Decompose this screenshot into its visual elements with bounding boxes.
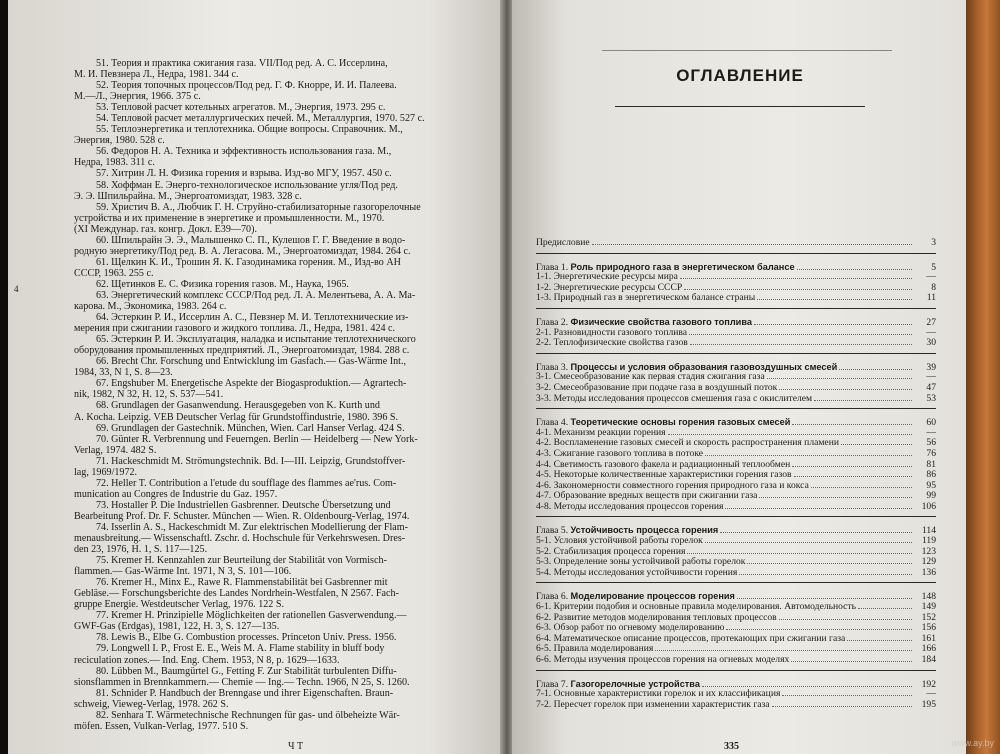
- reference-line: 79. Longwell I. P., Frost E. E., Weis M. A. Flame stability in bluff body: [96, 643, 385, 655]
- reference-entry: [74, 643, 484, 665]
- toc-page-number: 114: [921, 525, 936, 537]
- reference-line: A. Kocha. Leipzig. VEB Deutscher Verlag für Grundstoffindustrie, 1980. 396 S.: [74, 411, 399, 423]
- toc-chapter-name: Устойчивость процесса горения: [570, 525, 719, 536]
- toc-chapter-label: Глава 2.: [536, 316, 569, 328]
- toc-leader-dots: [726, 629, 912, 630]
- toc-page-number: 81: [926, 458, 936, 470]
- reference-entry: [74, 688, 484, 710]
- toc-entry: [536, 238, 936, 249]
- toc-page-number: 5: [931, 261, 936, 273]
- toc-page-number: 148: [921, 591, 936, 603]
- toc-entry-title: 7-2. Пересчет горелок при изменении характеристик газа: [536, 698, 770, 710]
- toc-leader-dots: [690, 344, 912, 345]
- toc-entry: [536, 700, 936, 711]
- reference-line: 69. Grundlagen der Gastechnik. München, Wien. Carl Hanser Verlag. 424 S.: [96, 422, 405, 434]
- toc-leader-dots: [684, 289, 912, 290]
- reference-line: 70. Günter R. Verbrennung und Feuerngen. Berlin — Heidelberg — New York-: [96, 433, 418, 445]
- toc-leader-dots: [759, 497, 912, 498]
- book-cover-edge: [951, 0, 1000, 754]
- toc-entry: [536, 655, 936, 666]
- toc-leader-dots: [725, 508, 912, 509]
- reference-entry: [74, 102, 484, 113]
- toc-page-number: 136: [921, 566, 936, 578]
- reference-line: 63. Энергетический комплекс СССР/Под ред. Л. А. Мелентьева, А. А. Ма-: [96, 289, 416, 301]
- reference-line: lag, 1969/1972.: [74, 466, 138, 478]
- watermark: www.ay.by: [951, 738, 994, 748]
- reference-entry: [74, 555, 484, 577]
- toc-entry-title: 6-5. Правила моделирования: [536, 643, 654, 655]
- toc-page-number: —: [926, 688, 936, 700]
- reference-entry: [74, 202, 484, 235]
- toc-chapter-label: Глава 6.: [536, 591, 569, 603]
- toc-page-number: 195: [921, 698, 936, 710]
- reference-line: 62. Щетинков Е. С. Физика горения газов. М., Наука, 1965.: [96, 278, 349, 290]
- reference-line: 54. Тепловой расчет металлургических печей. М., Металлургия, 1970. 527 с.: [96, 113, 425, 125]
- toc-chapter-label: Глава 3.: [536, 361, 569, 373]
- toc-entry: [536, 338, 936, 349]
- toc-page-number: 129: [921, 556, 936, 568]
- reference-entry: [74, 400, 484, 422]
- toc-chapter-name: Роль природного газа в энергетическом балансе: [570, 261, 795, 272]
- reference-line: Bearbeitung Prof. Dr. F. Schuster. München — Wien. R. Oldenbourg-Verlag, 1974.: [74, 510, 410, 522]
- toc-page-number: 53: [926, 392, 936, 404]
- toc-leader-dots: [668, 434, 912, 435]
- reference-line: 1984, 33, N 1, S. 8—23.: [74, 367, 173, 379]
- reference-entry: [74, 290, 484, 312]
- toc-leader-dots: [797, 269, 912, 270]
- toc-leader-dots: [702, 686, 912, 687]
- reference-line: мерения при сжигании газового и жидкого топлива. Л., Недра, 1981. 424 с.: [74, 323, 396, 335]
- reference-line: 76. Kremer H., Minx E., Rawe R. Flammenstabilität bei Gasbrenner mit: [96, 577, 388, 589]
- toc-entry-title: 3-2. Смесеобразование при подаче газа в воздушный поток: [536, 381, 778, 393]
- toc-page-number: 95: [926, 479, 936, 491]
- toc-entry-title: 5-1. Условия устойчивой работы горелок: [536, 535, 703, 547]
- toc-leader-dots: [737, 598, 912, 599]
- reference-line: nik, 1982, N 32, H. 12, S. 537—541.: [74, 389, 224, 401]
- toc-chapter-name: Газогорелочные устройства: [570, 678, 700, 689]
- reference-line: Недра, 1983. 311 с.: [74, 157, 155, 169]
- toc-leader-dots: [791, 661, 912, 662]
- reference-line: Gebläse.— Forschungsberichte des Landes Nordrhein-Westfalen, N 2567. Fach-: [74, 588, 399, 600]
- toc-entry: [536, 394, 936, 405]
- reference-line: Энергия, 1980. 528 с.: [74, 135, 165, 147]
- reference-line: 57. Хитрин Л. Н. Физика горения и взрыва. Изд-во МГУ, 1957. 450 с.: [96, 168, 392, 180]
- toc-entry-title: 7-1. Основные характеристики горелок и их классификация: [536, 688, 781, 700]
- reference-line: устройства и их применение в энергетике и промышленности. М., 1970.: [74, 212, 385, 224]
- table-of-contents: [536, 238, 936, 710]
- toc-page-number: 166: [921, 643, 936, 655]
- toc-page-number: 11: [926, 292, 936, 304]
- toc-entry-title: 4-4. Светимость газового факела и радиационный теплообмен: [536, 458, 791, 470]
- toc-page-number: 27: [926, 316, 936, 328]
- reference-entry: [74, 235, 484, 257]
- toc-page-number: 3: [931, 237, 936, 248]
- reference-line: 78. Lewis B., Elbe G. Combustion processes. Princeton Univ. Press. 1956.: [96, 632, 397, 644]
- reference-line: 52. Теория топочных процессов/Под ред. Г. Ф. Кнорре, И. И. Палеева.: [96, 80, 397, 92]
- toc-chapter-label: Глава 1.: [536, 261, 569, 273]
- toc-leader-dots: [839, 369, 912, 370]
- reference-line: 64. Эстеркин Р. И., Иссерлин А. С., Певзнер М. И. Теплотехнические из-: [96, 312, 409, 324]
- reference-line: 80. Lübben M., Baumgürtel G., Fetting F. Zur Stabilität turbulenten Diffu-: [96, 665, 397, 677]
- toc-page-number: 161: [921, 632, 936, 644]
- toc-entry-title: 5-4. Методы исследования устойчивости горения: [536, 566, 738, 578]
- toc-leader-dots: [782, 695, 912, 696]
- top-rule: [602, 50, 892, 51]
- toc-entry-title: 4-2. Воспламенение газовых смесей и скорость распространения пламени: [536, 437, 839, 449]
- toc-entry-title: 3-3. Методы исследования процессов смешения газа с окислителем: [536, 392, 813, 404]
- reference-entry: [74, 710, 484, 732]
- chapter-separator: [536, 582, 936, 583]
- reference-line: sionsflammen in Brennkammern.— Chemie — Ing.— Techn. 1966, N 25, S. 1260.: [74, 676, 410, 688]
- toc-page-number: 47: [926, 381, 936, 393]
- toc-entry-title: 6-1. Критерии подобия и основные правила моделирования. Автомодельность: [536, 601, 856, 613]
- toc-leader-dots: [720, 532, 912, 533]
- reference-entry: [74, 356, 484, 378]
- page-number: 335: [724, 741, 739, 752]
- toc-chapter-name: Процессы и условия образования газовоздушных смесей: [570, 361, 838, 372]
- toc-entry-title: 4-1. Механизм реакции горения: [536, 426, 666, 438]
- reference-line: (XI Междунар. газ. конгр. Докл. Е39—70).: [74, 223, 257, 235]
- toc-page-number: 60: [926, 417, 936, 429]
- reference-entry: [74, 500, 484, 522]
- reference-entry: [74, 577, 484, 610]
- toc-chapter-label: Глава 7.: [536, 678, 569, 690]
- toc-page-number: 86: [926, 469, 936, 481]
- toc-page-number: 184: [921, 654, 936, 665]
- left-page-references: [8, 0, 502, 754]
- toc-leader-dots: [841, 444, 912, 445]
- toc-leader-dots: [592, 244, 912, 245]
- toc-entry: [536, 293, 936, 304]
- reference-entry: [74, 666, 484, 688]
- reference-line: 56. Федоров Н. А. Техника и эффективность использования газа. М.,: [96, 146, 392, 158]
- toc-leader-dots: [687, 553, 912, 554]
- reference-line: möfen. Essen, Vulkan-Verlag, 1977. 510 S.: [74, 720, 249, 732]
- toc-entry-title: 1-2. Энергетические ресурсы СССР: [536, 281, 683, 293]
- reference-entry: [74, 334, 484, 356]
- toc-chapter-label: Глава 5.: [536, 525, 569, 537]
- reference-entry: [74, 124, 484, 146]
- reference-line: den 23, 1976, H. 1, S. 117—125.: [74, 544, 208, 556]
- reference-entry: [74, 478, 484, 500]
- toc-page-number: 39: [926, 361, 936, 373]
- reference-entry: [74, 423, 484, 434]
- reference-entry: [74, 434, 484, 456]
- reference-line: 67. Engshuber M. Energetische Aspekte der Biogasproduktion.— Agrartech-: [96, 378, 407, 390]
- toc-leader-dots: [858, 608, 912, 609]
- reference-entry: [74, 180, 484, 202]
- reference-line: М.—Л., Энергия, 1966. 375 с.: [74, 91, 201, 103]
- reference-line: 68. Grundlagen der Gasanwendung. Herausgegeben von K. Kurth und: [96, 400, 380, 412]
- toc-leader-dots: [754, 324, 912, 325]
- toc-leader-dots: [680, 278, 912, 279]
- reference-entry: [74, 632, 484, 643]
- reference-line: карова. М., Экономика, 1983. 264 с.: [74, 301, 227, 313]
- reference-line: 75. Kremer H. Kennzahlen zur Beurteilung der Stabilität von Vormisch-: [96, 555, 387, 567]
- left-page-foot-mark: Ч Т: [288, 741, 304, 752]
- toc-page-number: 56: [926, 437, 936, 449]
- toc-leader-dots: [747, 563, 912, 564]
- toc-page-number: 192: [921, 678, 936, 690]
- reference-line: munication au Congres de Industrie du Gaz. 1957.: [74, 488, 278, 500]
- chapter-separator: [536, 670, 936, 671]
- toc-leader-dots: [794, 476, 912, 477]
- toc-entry-title: 3-1. Смесеобразование как первая стадия сжигания газа: [536, 371, 765, 383]
- toc-chapter-name: Теоретические основы горения газовых смесей: [570, 417, 791, 428]
- toc-entry-title: 4-7. Образование вредных веществ при сжигании газа: [536, 490, 758, 502]
- reference-line: Э. Э. Шпильрайна. М., Энергоатомиздат, 1983. 328 с.: [74, 190, 302, 202]
- chapter-separator: [536, 308, 936, 309]
- heading-rule: [615, 106, 865, 107]
- reference-line: оборудования промышленных предприятий. Л., Энергоатомиздат, 1984. 288 с.: [74, 345, 410, 357]
- reference-line: gruppe Energie. Westdeutscher Verlag, 1976. 122 S.: [74, 599, 284, 611]
- chapter-separator: [536, 516, 936, 517]
- toc-page-number: 119: [921, 535, 936, 547]
- contents-heading: ОГЛАВЛЕНИЕ: [676, 66, 804, 85]
- reference-line: СССР, 1963. 255 с.: [74, 267, 154, 279]
- reference-line: 74. Isserlin A. S., Hackeschmidt M. Zur elektrischen Modellierung der Flam-: [96, 521, 408, 533]
- chapter-separator: [536, 253, 936, 254]
- toc-entry-title: 6-2. Развитие методов моделирования тепловых процессов: [536, 611, 777, 623]
- toc-entry-title: 4-3. Сжигание газового топлива в потоке: [536, 447, 703, 459]
- chapter-separator: [536, 353, 936, 354]
- toc-entry-title: 6-6. Методы изучения процессов горения на огневых моделях: [536, 654, 790, 665]
- right-page-contents: [512, 0, 966, 754]
- toc-page-number: 76: [926, 447, 936, 459]
- toc-entry-title: 2-1. Разновидности газового топлива: [536, 326, 688, 338]
- toc-page-number: —: [926, 326, 936, 338]
- chapter-separator: [536, 408, 936, 409]
- reference-entry: [74, 456, 484, 478]
- toc-leader-dots: [779, 389, 912, 390]
- toc-entry-title: 4-5. Некоторые количественные характеристики горения газов: [536, 469, 792, 481]
- toc-entry-title: 1-1. Энергетические ресурсы мира: [536, 271, 678, 283]
- toc-leader-dots: [792, 424, 912, 425]
- toc-leader-dots: [689, 334, 912, 335]
- reference-line: flammen.— Gas-Wärme Int. 1971, N 3, S. 101—106.: [74, 566, 292, 578]
- toc-leader-dots: [772, 706, 912, 707]
- reference-line: 77. Kremer H. Prinzipielle Möglichkeiten der rationellen Gasverwendung.—: [96, 610, 407, 622]
- margin-mark: 4: [14, 284, 19, 294]
- toc-leader-dots: [705, 455, 912, 456]
- toc-leader-dots: [779, 619, 912, 620]
- toc-chapter-name: Физические свойства газового топлива: [570, 316, 752, 327]
- toc-entry-title: 6-4. Математическое описание процессов, протекающих при сжигании газа: [536, 632, 846, 644]
- reference-entry: [74, 312, 484, 334]
- toc-entry-title: 4-8. Методы исследования процессов горения: [536, 500, 724, 512]
- reference-entry: [74, 378, 484, 400]
- toc-page-number: 99: [926, 490, 936, 502]
- reference-entry: [74, 58, 484, 80]
- toc-page-number: —: [926, 426, 936, 438]
- reference-line: 58. Хоффман Е. Энерго-технологическое использование угля/Под ред.: [96, 179, 398, 191]
- reference-line: 73. Hostaller P. Die Industriellen Gasbrenner. Deutsche Übersetzung und: [96, 499, 391, 511]
- reference-line: 55. Теплоэнергетика и теплотехника. Общие вопросы. Справочник. М.,: [96, 124, 403, 136]
- toc-leader-dots: [757, 299, 912, 300]
- reference-entry: [74, 279, 484, 290]
- toc-page-number: 123: [921, 545, 936, 557]
- toc-chapter-name: Моделирование процессов горения: [570, 591, 735, 602]
- reference-line: 82. Senhara T. Wärmetechnische Rechnungen für gas- und ölbeheizte Wär-: [96, 709, 400, 721]
- reference-line: 72. Heller T. Contribution a l'etude du soufflage des flammes ae'rus. Com-: [96, 477, 397, 489]
- reference-line: М. И. Певзнера Л., Недра, 1981. 344 с.: [74, 69, 239, 81]
- toc-entry: [536, 449, 936, 460]
- reference-line: 51. Теория и практика сжигания газа. VII/Под ред. А. С. Иссерлина,: [96, 58, 388, 69]
- reference-entry: [74, 257, 484, 279]
- toc-entry-title: 4-6. Закономерности совместного горения природного газа и кокса: [536, 479, 809, 491]
- reference-line: schweig, Vieweg-Verlag, 1978. 262 S.: [74, 698, 229, 710]
- toc-entry: [536, 383, 936, 394]
- reference-list: [74, 58, 484, 732]
- toc-page-number: 156: [921, 622, 936, 634]
- reference-entry: [74, 146, 484, 168]
- reference-line: reciculation zones.— Ind. Eng. Chem. 1953, N 8, p. 1629—1633.: [74, 654, 340, 666]
- toc-entry-title: 6-3. Обзор работ по огневому моделированию: [536, 622, 725, 634]
- reference-line: 61. Щелкин К. И., Трошин Я. К. Газодинамика горения. М., Изд-во АН: [96, 256, 401, 268]
- toc-leader-dots: [705, 542, 912, 543]
- reference-line: 65. Эстеркин Р. И. Эксплуатация, наладка и испытание теплотехнического: [96, 334, 416, 346]
- toc-entry: [536, 568, 936, 579]
- reference-line: родную энергетику/Под ред. В. А. Легасова. М., Энергоатомиздат, 1984. 264 с.: [74, 245, 411, 257]
- reference-line: 59. Христич В. А., Любчик Г. Н. Струйно-стабилизаторные газогорелочные: [96, 201, 421, 213]
- reference-line: Verlag, 1974. 482 S.: [74, 444, 157, 456]
- toc-leader-dots: [847, 640, 912, 641]
- toc-leader-dots: [767, 378, 912, 379]
- toc-leader-dots: [739, 574, 912, 575]
- toc-page-number: 152: [921, 611, 936, 623]
- toc-page-number: —: [926, 371, 936, 383]
- reference-line: GWF-Gas (Erdgas), 1981, 122, H. 3, S. 127—135.: [74, 621, 280, 633]
- toc-chapter-label: Глава 4.: [536, 417, 569, 429]
- toc-leader-dots: [814, 400, 912, 401]
- reference-line: 71. Hackeschmidt M. Strömungstechnik. Bd. I—III. Leipzig, Grundstoffver-: [96, 455, 406, 467]
- toc-entry-title: 5-2. Стабилизация процесса горения: [536, 545, 686, 557]
- toc-entry-title: 5-3. Определение зоны устойчивой работы горелок: [536, 556, 746, 568]
- toc-entry: [536, 502, 936, 513]
- toc-leader-dots: [811, 487, 912, 488]
- toc-entry-title: 2-2. Теплофизические свойства газов: [536, 337, 688, 349]
- toc-chapter: [536, 317, 936, 328]
- reference-entry: [74, 522, 484, 555]
- toc-entry-title: Предисловие: [536, 237, 590, 248]
- reference-line: 60. Шпильрайн Э. Э., Малышенко С. П., Кулешов Г. Г. Введение в водо-: [96, 234, 406, 246]
- reference-entry: [74, 113, 484, 124]
- toc-page-number: 106: [921, 500, 936, 512]
- reference-line: 66. Brecht Chr. Forschung und Entwicklung im Gasfach.— Gas-Wärme Int.,: [96, 356, 407, 368]
- reference-entry: [74, 610, 484, 632]
- reference-line: 81. Schnider P. Handbuch der Brenngase und ihrer Eigenschaften. Braun-: [96, 687, 394, 699]
- toc-leader-dots: [792, 466, 912, 467]
- reference-entry: [74, 80, 484, 102]
- reference-line: menausbreitung.— Wissenschaftl. Zschr. d. Hochschule für Verkehrswesen. Dres-: [74, 533, 406, 545]
- reference-line: 53. Тепловой расчет котельных агрегатов. М., Энергия, 1973. 295 с.: [96, 102, 386, 114]
- toc-leader-dots: [655, 650, 912, 651]
- toc-page-number: —: [926, 271, 936, 283]
- reference-entry: [74, 168, 484, 179]
- toc-page-number: 30: [926, 337, 936, 349]
- toc-entry-title: 1-3. Природный газ в энергетическом балансе страны: [536, 292, 756, 304]
- toc-page-number: 8: [931, 281, 936, 293]
- toc-page-number: 149: [921, 601, 936, 613]
